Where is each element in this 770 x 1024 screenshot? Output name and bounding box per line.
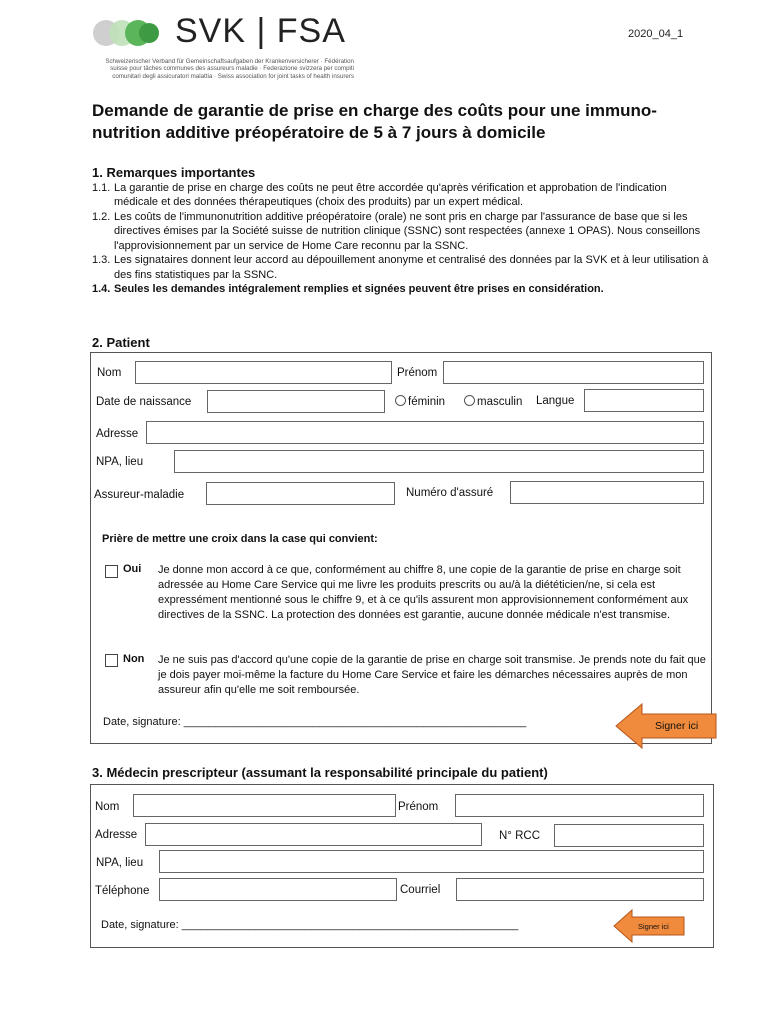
non-label: Non: [123, 653, 145, 665]
medecin-npa-label: NPA, lieu: [96, 857, 144, 869]
remarque-item: 1.1. La garantie de prise en charge des coûts ne peut être accordée qu'après vérification et approbation de l'indication médicale et des données thérapeutiques (choix des produits) par un expert médical.: [92, 181, 667, 208]
medecin-prenom-field[interactable]: [455, 794, 704, 817]
remarques-heading: 1. Remarques importantes: [92, 165, 256, 180]
medecin-nom-label: Nom: [95, 801, 120, 813]
medecin-adresse-field[interactable]: [145, 823, 482, 846]
langue-field[interactable]: [584, 389, 704, 412]
remarques-section: [92, 166, 712, 297]
medecin-prenom-label: Prénom: [398, 801, 439, 813]
logo-subtitle: Schweizerischer Verband für Gemeinschaftsaufgaben der Krankenversicherer · Fédération suisse pour tâches communes des assureurs maladie · Federazione svizzera per compiti comunitari degli assicuratori malattia · Swiss association for joint tasks of health insurers: [105, 58, 354, 80]
radio-icon: [464, 395, 475, 406]
page-title: Demande de garantie de prise en charge des coûts pour une immuno-nutrition additive préopératoire de 5 à 7 jours à domicile: [92, 101, 657, 142]
npa-label: NPA, lieu: [96, 456, 144, 468]
oui-label: Oui: [123, 563, 142, 575]
date-naissance-label: Date de naissance: [96, 396, 192, 408]
patient-prenom-field[interactable]: [443, 361, 704, 384]
logo-circles-icon: [92, 18, 162, 48]
signer-ici-label[interactable]: Signer ici: [655, 720, 699, 732]
patient-date-signature[interactable]: Date, signature: ________________________________________________________: [103, 716, 527, 728]
courriel-label: Courriel: [400, 884, 441, 896]
telephone-field[interactable]: [159, 878, 397, 901]
remarque-item: 1.3. Les signataires donnent leur accord au dépouillement anonyme et centralisé des données par la SVK et à leur utilisation à des fins statistiques par la SSNC.: [92, 254, 709, 281]
priere-text: Prière de mettre une croix dans la case qui convient:: [102, 533, 378, 545]
patient-npa-field[interactable]: [174, 450, 704, 473]
remarque-item: 1.4. Seules les demandes intégralement remplies et signées peuvent être prises en considération.: [92, 283, 604, 295]
signer-ici-label[interactable]: Signer ici: [638, 922, 669, 931]
patient-nom-field[interactable]: [135, 361, 392, 384]
date-naissance-field[interactable]: [207, 390, 385, 413]
masculin-radio[interactable]: masculin: [464, 395, 522, 408]
logo-text: SVK | FSA: [175, 12, 346, 50]
courriel-field[interactable]: [456, 878, 704, 901]
medecin-adresse-label: Adresse: [95, 829, 138, 841]
medecin-date-signature[interactable]: Date, signature: _______________________________________________________: [101, 919, 519, 931]
patient-heading: 2. Patient: [92, 335, 150, 350]
assureur-label: Assureur-maladie: [94, 489, 185, 501]
numero-assure-field[interactable]: [510, 481, 704, 504]
non-text: Je ne suis pas d'accord qu'une copie de la garantie de prise en charge soit transmise. Je prends note du fait que je dois payer moi-même la facture du Home Care Service et faire les démarches nécessaires auprès de mon assureur afin qu'elle me soit remboursée.: [158, 654, 706, 696]
radio-icon: [395, 395, 406, 406]
numero-assure-label: Numéro d'assuré: [406, 487, 494, 499]
rcc-label: N° RCC: [499, 830, 541, 842]
rcc-field[interactable]: [554, 824, 704, 847]
telephone-label: Téléphone: [95, 885, 150, 897]
feminin-radio[interactable]: féminin: [395, 395, 445, 408]
non-checkbox[interactable]: [105, 654, 118, 667]
remarque-item: 1.2. Les coûts de l'immunonutrition additive préopératoire (orale) ne sont pris en charge par l'assurance de base que si les directives émises par la Société suisse de nutrition clinique (SSNC) sont respectées (annexe 1 OPAS). Nous conseillons l'approvisionnement par un service de Home Care reconnu par la SSNC.: [92, 210, 701, 252]
nom-label: Nom: [97, 367, 122, 379]
prenom-label: Prénom: [397, 367, 438, 379]
document-id: 2020_04_1: [628, 28, 684, 40]
patient-adresse-field[interactable]: [146, 421, 704, 444]
oui-text: Je donne mon accord à ce que, conformément au chiffre 8, une copie de la garantie de prise en charge soit adressée au Home Care Service qui me livre les produits prescrits ou au/à la diététicien/ne, si cela est expressément mentionné sous le chiffre 9, et à ce qu'ils assurent mon approvisionnement conformément aux directives de la SSNC. La protection des données est garantie, aucune donnée médicale n'est transmise.: [158, 564, 689, 621]
medecin-heading: 3. Médecin prescripteur (assumant la responsabilité principale du patient): [92, 765, 548, 780]
medecin-npa-field[interactable]: [159, 850, 704, 873]
adresse-label: Adresse: [96, 428, 139, 440]
medecin-nom-field[interactable]: [133, 794, 396, 817]
langue-label: Langue: [536, 395, 575, 407]
assureur-field[interactable]: [206, 482, 395, 505]
oui-checkbox[interactable]: [105, 565, 118, 578]
